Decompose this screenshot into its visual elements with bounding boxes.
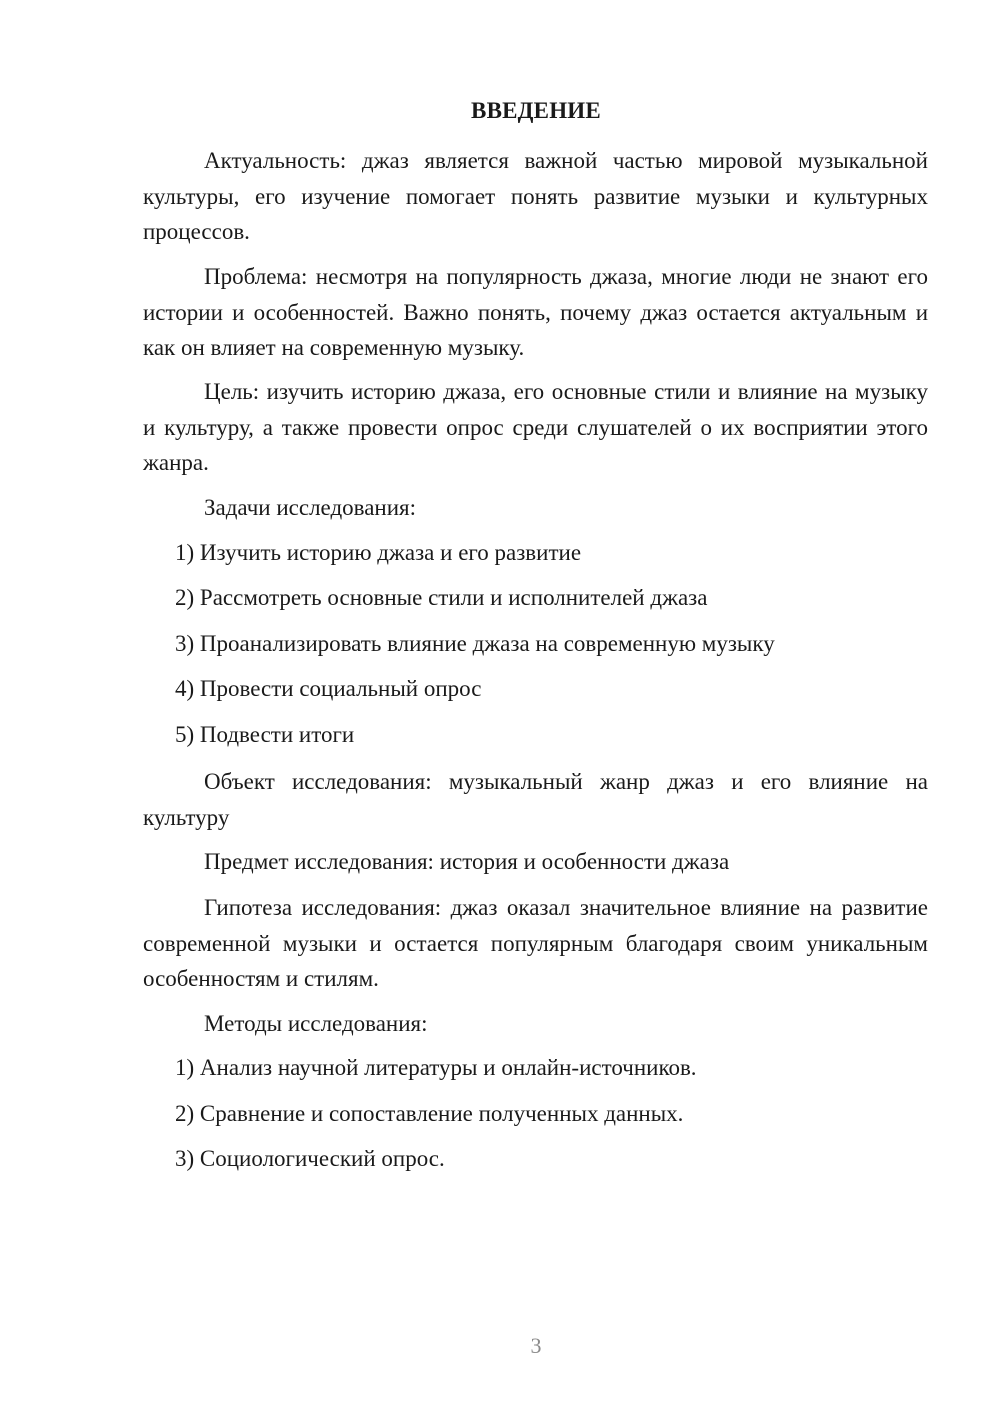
task-item-1: 1) Изучить историю джаза и его развитие: [175, 540, 582, 565]
methods-heading: Методы исследования:: [204, 1011, 428, 1036]
task-item-2: 2) Рассмотреть основные стили и исполнителей джаза: [175, 585, 708, 610]
paragraph-subject: Предмет исследования: история и особенности джаза: [204, 849, 730, 874]
method-item-3: 3) Социологический опрос.: [175, 1146, 445, 1171]
tasks-heading: Задачи исследования:: [204, 495, 417, 520]
paragraph-object: Объект исследования: музыкальный жанр джаз и его влияние на культуру: [143, 769, 928, 830]
paragraph-relevance: Актуальность: джаз является важной частью мировой музыкальной культуры, его изучение помогает понять развитие музыки и культурных процессов.: [143, 148, 928, 244]
task-item-3: 3) Проанализировать влияние джаза на современную музыку: [175, 631, 775, 656]
paragraph-problem: Проблема: несмотря на популярность джаза, многие люди не знают его истории и особенностей. Важно понять, почему джаз остается актуальным и как он влияет на современную музыку.: [143, 264, 928, 360]
method-item-2: 2) Сравнение и сопоставление полученных данных.: [175, 1101, 684, 1126]
task-item-5: 5) Подвести итоги: [175, 722, 355, 747]
page-number: 3: [530, 1333, 542, 1358]
paragraph-goal: Цель: изучить историю джаза, его основные стили и влияние на музыку и культуру, а также провести опрос среди слушателей о их восприятии этого жанра.: [143, 379, 928, 475]
section-heading: ВВЕДЕНИЕ: [471, 98, 601, 123]
task-item-4: 4) Провести социальный опрос: [175, 676, 482, 701]
method-item-1: 1) Анализ научной литературы и онлайн-источников.: [175, 1055, 697, 1080]
paragraph-hypothesis: Гипотеза исследования: джаз оказал значительное влияние на развитие современной музыки и остается популярным благодаря своим уникальным особенностям и стилям.: [143, 895, 928, 991]
